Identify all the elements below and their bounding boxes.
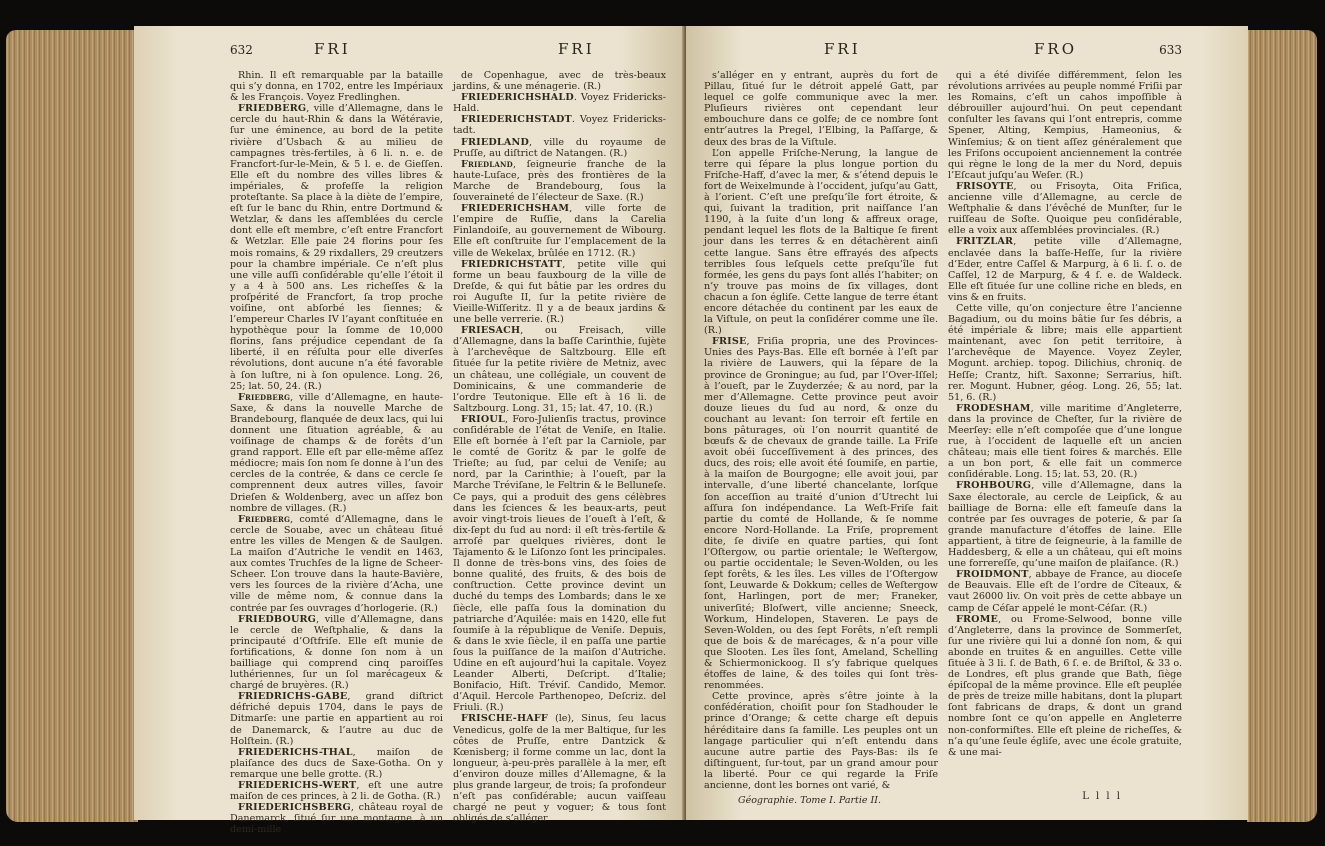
left-running-head-2: FRI [558,40,595,58]
right-page-edges [1247,30,1317,822]
dictionary-entry [230,392,443,514]
entry-headword: FRITZLAR [956,236,1014,248]
entry-headword: FROIDMONT [956,569,1029,581]
dictionary-entry [948,236,1182,303]
dictionary-entry [948,614,1182,758]
dictionary-entry [230,103,443,391]
right-page [686,26,1248,820]
entry-headword: FRIEDLAND [461,136,529,148]
dictionary-entry [453,159,666,203]
entry-text: , ville d’Allemagne, dans le cercle de Weſtphalie, & dans la principauté d’Oſtfriſe. Elle eſt munie de fortifications, & donne ſon nom à un bailliage qui comprend cinq paroiſſes luthériennes, ſur un ſol marécageux & chargé de bruyères. (R.) [230,613,443,692]
dictionary-entry [453,713,666,824]
dictionary-entry [230,802,443,835]
entry-text: , petite ville qui forme un beau fauxbourg de la ville de Dreſde, & qui fut bâtie par les ordres du roi Auguſte II, ſur la petite rivière de Vieille-Wiſſeritz. Il y a de beaux jardins & une belle verrerie. (R.) [453,258,666,326]
open-book [6,22,1317,836]
dictionary-entry [453,137,666,159]
dictionary-entry [230,691,443,746]
entry-text: , eſt une autre maiſon de ces princes, à 2 li. de Gotha. (R.) [230,780,443,803]
page-footer [738,791,1172,806]
right-running-head-1: FRI [824,40,861,58]
dictionary-entry [948,569,1182,613]
entry-headword: FRIEDERICHSHAM [461,203,570,215]
right-page-number: 633 [1159,43,1182,57]
dictionary-entry [453,325,666,414]
signature-mark: L l l l [1082,791,1122,802]
entry-headword: FRIEDRICHS-GABE [238,691,348,703]
footer-title: Géographie. Tome I. Partie II. [738,795,882,806]
entry-headword: FROME [956,613,999,625]
entry-text: , ville maritime d’Angleterre, dans la province de Cheſter, ſur la rivière de Meerſey: elle n’eſt compoſée que d’une longue rue, à l’occident de laquelle eſt un ancien château; mais elle tient foires & marchés. Elle a un bon port, & elle fait un commerce conſidérable. Long. 15; lat. 53, 20. (R.) [948,402,1182,481]
entry-headword: FRODESHAM [956,402,1031,414]
entry-text: , Friſia propria, une des Provinces-Unies des Pays-Bas. Elle eſt bornée à l’eſt par la rivière de Lauwers, qui la ſépare de la province de Groningue; au ſud, par l’Over-Iſſel; à l’oueſt, par le Zuyderzée; & au nord, par la mer d’Allemagne. Cette province peut avoir douze lieues du ſud au nord, & onze du couchant au levant: ſon terroir eſt fertile en bons pâturages, où l’on nourrit quantité de bœufs & de chevaux de grande taille. La Friſe avoit obéi ſucceſſivement à des princes, des ducs, des rois; elle avoit été ſoumiſe, en partie, à la maiſon de Bourgogne; elle avoit joui, par intervalle, d’une liberté chancelante, lorſque ſon acceſſion au traité d’union d’Utrecht lui aſſura ſon indépendance. La Weſt-Friſe fait partie du comté de Hollande, & ſe nomme encore Nord-Hollande. La Friſe, proprement dite, ſe diviſe en quatre parties, qui ſont l’Oſtergow, ou partie orientale; le Weſtergow, ou partie occidentale; le Seven-Wolden, ou les ſept forêts, & les îles. Les villes de l’Oſtergow ſont, Leuwarde & Dokkum; celles de Weſtergow ſont, Harlingen, port de mer; Franeker, univerſité; Bloſwert, ville ancienne; Sneeck, Workum, Hindelopen, Staveren. Le pays de Seven-Wolden, ou des ſept Forêts, n’eſt rempli que de bois & de marécages, & n’a pour ville que Slooten. Les îles ſont, Ameland, Schelling & Schiermonickoog. Il s’y fabrique quelques étoffes de laine, & des toiles qui ſont très-renommées. [704,336,938,692]
entry-headword: FRIEDRICHSTATT [461,258,563,270]
entry-text: , ſeigneurie franche de la haute-Luſace, près des frontières de la Marche de Brandebourg, ſous la ſouveraineté de l’électeur de Saxe. (R.) [453,158,666,204]
entry-headword: FRISOYTE [956,180,1014,192]
entry-text: , Foro-Julienſis tractus, province conſidérable de l’état de Veniſe, en Italie. Elle eſt bornée à l’eſt par la Carniole, par le comté de Goritz & par le golfe de Trieſte; au ſud, par celui de Veniſe; au nord, par la Carinthie; à l’oueſt, par la Marche Tréviſane, le Feltrin & le Belluneſe. Ce pays, qui a produit des gens célèbres dans les ſciences & les beaux-arts, peut avoir vingt-trois lieues de l’oueſt à l’eſt, & dix-ſept du ſud au nord: il eſt très-fertile & arroſé par quelques rivières, dont le Tajamento & le Liſonzo ſont les principales. Il donne de très-bons vins, des ſoies de bonne qualité, des fruits, & des bois de conſtruction. Cette province devint un duché du temps des Lombards; dans le xe ſiècle, elle paſſa ſous la domination du patriarche d’Aquilée: mais en 1420, elle fut ſoumiſe à la république de Veniſe. Depuis, & dans le xvie ſiècle, il en paſſa une partie ſous la puiſſance de la maiſon d’Autriche. Udine en eſt aujourd’hui la capitale. Voyez Leander Alberti, Deſcript. d’Italie; Bonifacio, Hiſt. Tréviſ. Candido, Memor. d’Aquil. Hercole Parthenopeo, Deſcriz. del Friuli. (R.) [453,413,666,714]
left-page-edges [6,30,138,822]
entry-headword: FRIEDERICHS-THAL [238,746,353,758]
dictionary-entry [230,747,443,780]
entry-headword: FRIEDERICHS-WERT [238,780,357,791]
dictionary-entry [704,336,938,691]
entry-text: , ville du royaume de Pruſſe, au diſtrict de Natangen. (R.) [453,136,666,159]
entry-text: , abbaye de France, au dioceſe de Beauvais. Elle eſt de l’ordre de Cîteaux, & vaut 26000 liv. On voit près de cette abbaye un camp de Céſar appelé le mont-Céſar. (R.) [948,569,1182,614]
dictionary-entry [453,114,666,136]
entry-text: , maiſon de plaiſance des ducs de Saxe-Gotha. On y remarque une belle grotte. (R.) [230,746,443,780]
entry-text: , ville d’Allemagne, dans le cercle du haut-Rhin & dans la Wétéravie, ſur une éminence, au bord de la petite rivière d’Usbach & au milieu de campagnes très-fertiles, à 6 li. n. e. de Francfort-ſur-le-Mein, & 5 l. e. de Gieſſen. Elle eſt du nombre des villes libres & impériales, & profeſſe la religion proteſtante. Sa place à la diète de l’empire, eſt ſur le banc du Rhin, entre Dortmund & Wetzlar, & dans les aſſemblées du cercle dont elle eſt membre, c’eſt entre Francfort & Wetzlar. Elle paie 24 florins pour ſes mois romains, & 29 rixdallers, 29 creutzers pour la chambre impériale. Ce n’eſt plus une ville auſſi conſidérable qu’elle l’étoit il y a 4 à 500 ans. Les richeſſes & la proſpérité de Francfort, ſa trop proche voiſine, ont abſorbé les ſiennes; & l’empereur Charles IV l’ayant conſtituée en hypothèque pour la ſomme de 10,000 florins, ſans préjudice cependant de ſa liberté, il en réſulta pour elle diverſes révolutions, dont aucune n’a été favorable à ſon luſtre, ni à ſon opulence. Long. 26, 25; lat. 50, 24. (R.) [230,103,443,392]
dictionary-entry [453,259,666,326]
entry-headword: FRIEDERICHSHALD [461,92,574,104]
entry-headword: Friedberg [238,513,291,525]
entry-text: , ville d’Allemagne, dans la Saxe électorale, au cercle de Leipſick, & au bailliage de Borna: elle eſt fameuſe dans la contrée par ſes ouvrages de poterie, & par ſa grande manufacture d’étoffes de laine. Elle appartient, à titre de ſeigneurie, à la famille de Haddesberg, & elle a un château, qui eſt moins une forrereſſe, qu’une maiſon de plaiſance. (R.) [948,480,1182,570]
entry-text: , ou Frisoyta, Oita Friſica, ancienne ville d’Allemagne, au cercle de Weſtphalie & dans l’évêché de Munſter, ſur le ruiſſeau de Soſte. Quoique peu conſidérable, elle a voix aux aſſemblées provinciales. (R.) [948,180,1182,237]
entry-text: Cette province, après s’être jointe à la confédération, choiſit pour ſon Stadhouder le prince d’Orange; & cette charge eſt depuis héréditaire dans ſa famille. Les peuples ont un langage particulier qui n’eſt entendu dans aucune autre partie des Pays-Bas: ils ſe diſtinguent, ſur-tout, par un grand amour pour la liberté. Pour ce qui regarde la Friſe ancienne, dont les bornes ont varié, & [704,691,938,791]
entry-headword: FRIOUL [461,413,505,425]
dictionary-entry [453,70,666,92]
entry-headword: FRIEDERICHSBERG [238,802,351,814]
dictionary-entry [230,780,443,802]
entry-text: L’on appelle Friſche-Nerung, la langue de terre qui ſépare la plus longue portion du Friſche-Haff, d’avec la mer, & s’étend depuis le fort de Weixelmunde à l’occident, juſqu’au Gatt, à l’orient. C’eſt une preſqu’île fort étroite, & qui, ſuivant la tradition, prit naiſſance l’an 1190, à la ſuite d’un long & affreux orage, pendant lequel les flots de la Baltique ſe firent jour dans les terres & en détachèrent ainſi cette langue. Sans être effrayés des aſpects terribles ſous leſquels cette preſqu’île fut formée, les gens du pays ſont allés l’habiter; on n’y trouve pas moins de ſix villages, dont chacun a ſon égliſe. Cette langue de terre étant encore détachée du continent par les eaux de la Viſtule, on peut la conſidérer comme une île. (R.) [704,147,938,337]
entry-text: , ou Freisach, ville d’Allemagne, dans la baſſe Carinthie, ſujète à l’archevêque de Saltzbourg. Elle eſt ſituée ſur la petite rivière de Metniz, avec un château, une collégiale, un couvent de Dominicains, & une commanderie de l’ordre Teutonique. Elle eſt à 16 li. de Saltzbourg. Long. 31, 15; lat. 47, 10. (R.) [453,325,666,414]
right-page-header [704,40,1182,62]
entry-text: , grand diſtrict défriché depuis 1704, dans le pays de Ditmarſe: une partie en appartient au roi de Danemarck, & l’autre au duc de Holſtein. (R.) [230,691,443,747]
left-page-column-2 [453,70,666,825]
entry-text: Rhin. Il eſt remarquable par la bataille qui s’y donna, en 1702, entre les Impériaux & les François. Voyez Fredlinghen. [230,70,443,104]
entry-headword: FRIESACH [461,325,521,337]
entry-headword: Friedberg [238,391,291,403]
entry-text: , ou Frome-Selwood, bonne ville d’Angleterre, dans la province de Sommerſet, ſur une rivière qui lui a donné ſon nom, & qui abonde en truites & en anguilles. Cette ville ſituée à 3 li. ſ. de Bath, 6 ſ. e. de Briſtol, & 33 o. de Londres, eſt plus grande que Bath, ſiège épiſcopal de la même province. Elle eſt peuplée de près de treize mille habitans, dont la plupart ſont fabricans de draps, & dont un grand nombre ſont ce qu’on appelle en Angleterre non-conformiſtes. Elle eſt pleine de richeſſes, & n’a qu’une ſeule égliſe, avec une école gratuite, & une mai- [948,613,1182,758]
dictionary-entry [948,303,1182,403]
dictionary-entry [230,514,443,614]
left-page-header [230,40,666,62]
entry-text: , comté d’Allemagne, dans le cercle de Souabe, avec un château ſitué entre les villes de Mengen & de Saulgen. La maiſon d’Autriche le vendit en 1463, aux comtes Truchſes de la ligne de Scheer-Scheer. L’on trouve dans la haute-Bavière, vers les ſources de la rivière d’Acha, une ville de même nom, & connue dans la contrée par ſes ouvrages d’horlogerie. (R.) [230,513,443,614]
entry-headword: FRIEDBOURG [238,613,317,625]
entry-headword: FRISCHE-HAFF [461,713,548,725]
entry-text: Cette ville, qu’on conjecture être l’ancienne Bagadium, ou du moins bâtie ſur ſes débris, a été impériale & libre; mais elle appartient maintenant, avec ſon petit territoire, à l’archevêque de Mayence. Voyez Zeyler, Mogunt. archiep. topog. Dilichius, chroniq. de Heſſe; Crantz, hiſt. Saxonne; Serrarius, hiſt. rer. Mogunt. Hubner, géog. Long. 26, 55; lat. 51, 6. (R.) [948,302,1182,403]
dictionary-entry [704,691,938,791]
dictionary-entry [948,70,1182,181]
left-page-number: 632 [230,43,253,57]
right-running-head-2: FRO [1034,40,1077,58]
entry-text: , petite ville d’Allemagne, enclavée dans la baſſe-Heſſe, ſur la rivière d’Eder, entre Caſſel & Marpurg, à 6 li. ſ. o. de Caſſel, 12 de Marpurg, & 4 ſ. e. de Waldeck. Elle eſt ſituée ſur une colline riche en bleds, en vins & en fruits. [948,236,1182,303]
left-page-text-area [230,40,666,836]
dictionary-entry [453,203,666,258]
entry-text: . Voyez Fridericks-tadt. [453,114,666,137]
dictionary-entry [230,614,443,692]
right-page-column-2 [948,70,1182,800]
entry-headword: FRIEDERICHSTADT [461,114,572,126]
left-page [134,26,686,836]
entry-text: . Voyez Fridericks-Hald. [453,92,666,115]
left-page-column-1 [230,70,443,836]
entry-text: , ville d’Allemagne, en haute-Saxe, & dans la nouvelle Marche de Brandebourg, flanquée de deux lacs, qui lui donnent une ſituation agréable, & au voiſinage de champs & de forêts d’un grand rapport. Elle eſt par elle-même aſſez médiocre; mais ſon nom ſe donne à l’un des cercles de la contrée, & dans ce cercle ſe comprennent deux autres villes, ſavoir Drieſen & Woldenberg, avec un aſſez bon nombre de villages. (R.) [230,391,443,514]
entry-headword: FROHBOURG [956,480,1032,492]
dictionary-entry [948,480,1182,569]
entry-text: , château royal de Danemarck, ſitué ſur une montagne, à un demi-mille [230,802,443,836]
right-page-column-1 [704,70,938,800]
dictionary-entry [453,414,666,714]
dictionary-entry [230,70,443,103]
entry-text: (le), Sinus, ſeu lacus Venedicus, golfe de la mer Baltique, ſur les côtes de Pruſſe, entre Dantzick & Kœnisberg; il forme comme un lac, dont la longueur, à-peu-près parallèle à la mer, eſt d’environ douze milles d’Allemagne, & la plus grande largeur, de trois; ſa profondeur n’eſt pas conſidérable; aucun vaiſſeau chargé ne peut y voguer; & tous ſont obligés de s’alléger [453,713,666,825]
entry-headword: FRISE [712,336,747,348]
entry-text: de Copenhague, avec de très-beaux jardins, & une ménagerie. (R.) [453,70,666,93]
dictionary-entry [704,148,938,337]
entry-text: , ville forte de l’empire de Ruſſie, dans la Carelia Finlandoiſe, au gouvernement de Wibourg. Elle eſt conſtruite ſur l’emplacement de la ville de Wekelax, brûlée en 1712. (R.) [453,203,666,259]
entry-headword: Friedland [461,158,513,170]
dictionary-entry [453,92,666,114]
entry-text: qui a été diviſée différemment, ſelon les révolutions arrivées au peuple nommé Friſii par les Romains, c’eſt un cahos impoſſible à débrouiller aujourd’hui. On peut cependant conſulter les ſavans qui l’ont entrepris, comme Spener, Alting, Kempius, Hameonius, & Winſemius; & on tient aſſez généralement que les Friſons occupoient anciennement la contrée qui règne le long de la mer du Nord, depuis l’Eſcaut juſqu’au Weſer. (R.) [948,70,1182,181]
entry-headword: FRIEDBERG [238,103,307,115]
dictionary-entry [704,70,938,148]
dictionary-entry [948,403,1182,481]
right-page-text-area [704,40,1182,810]
dictionary-entry [948,181,1182,236]
entry-text: s’alléger en y entrant, auprès du fort de Pillau, ſitué ſur le détroit appelé Gatt, par lequel ce golfe communique avec la mer. Pluſieurs rivières ont cependant leur embouchure dans ce golfe; de ce nombre ſont entr’autres la Pregel, l’Elbing, la Paſſarge, & deux des bras de la Viſtule. [704,70,938,148]
left-running-head-1: FRI [314,40,351,58]
